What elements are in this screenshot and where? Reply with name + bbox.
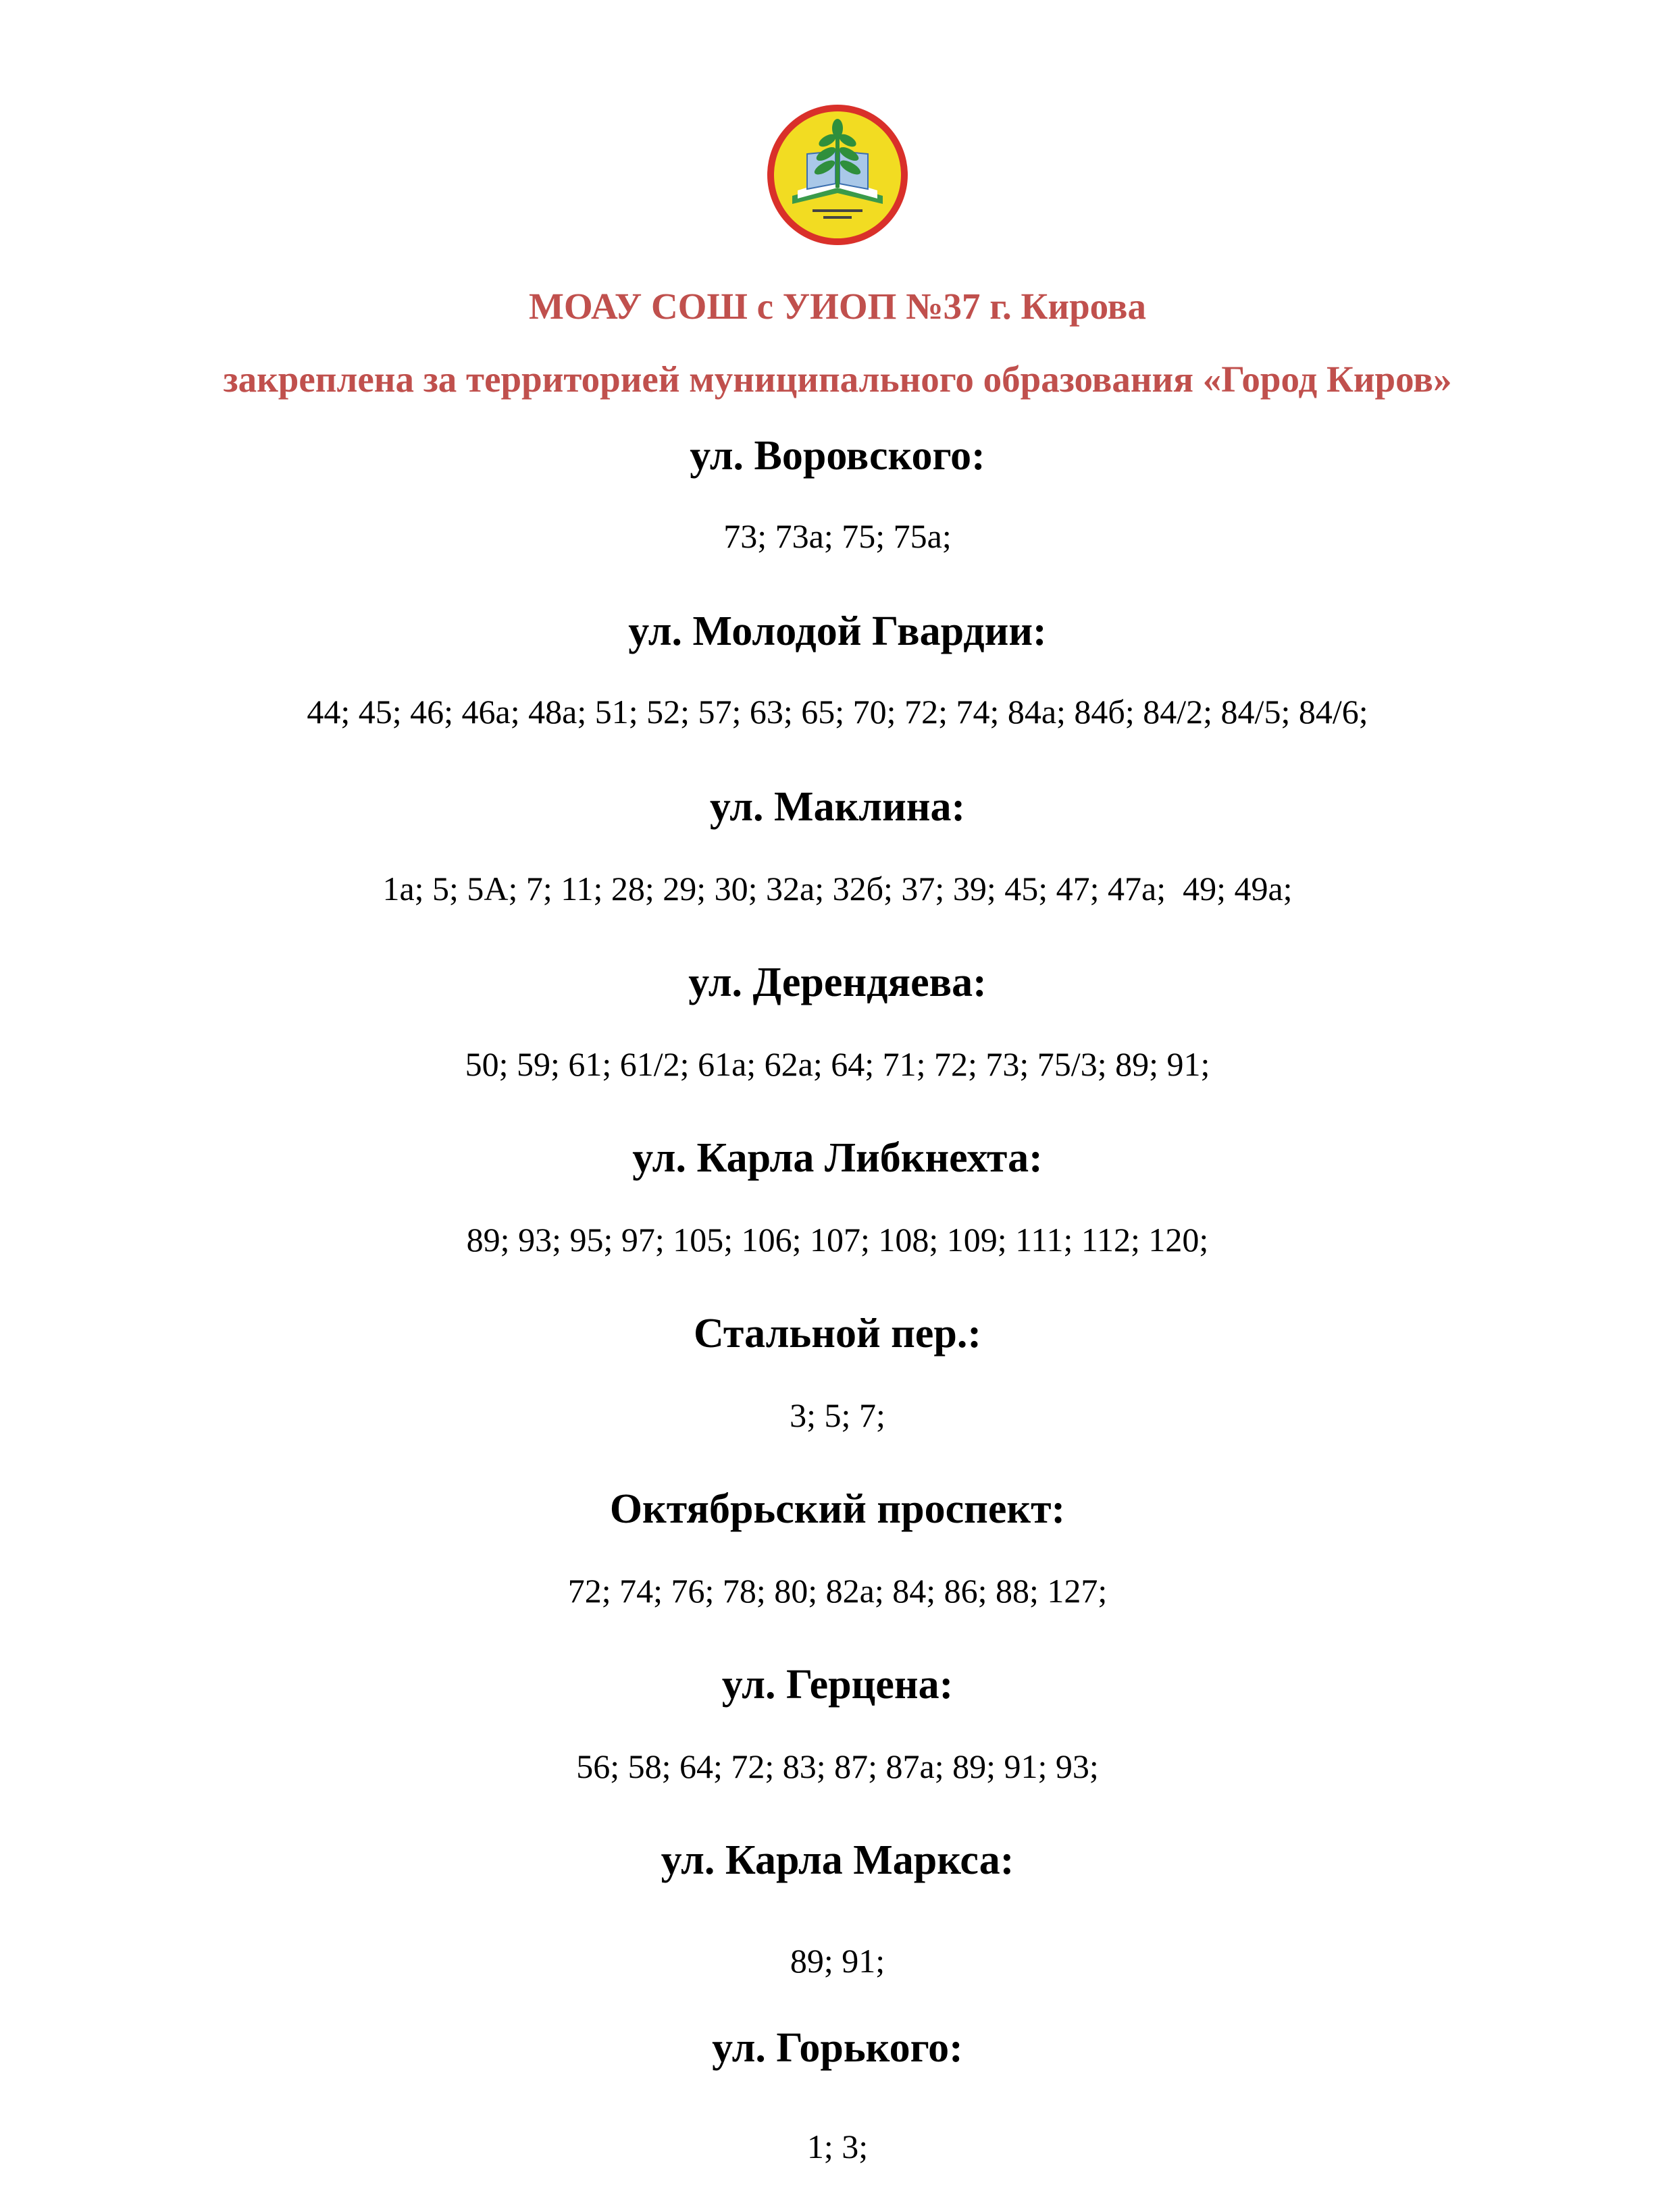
assignment-subheading: закреплена за территорией муниципального образования «Город Киров» <box>223 359 1452 400</box>
street-name: ул. Маклина: <box>709 784 966 830</box>
street-name: Октябрьский проспект: <box>609 1486 1066 1532</box>
street-name: ул. Воровского: <box>690 433 985 479</box>
house-numbers: 89; 91; <box>790 1942 885 1980</box>
house-numbers: 89; 93; 95; 97; 105; 106; 107; 108; 109; 111; 112; 120; <box>466 1221 1209 1259</box>
house-numbers: 44; 45; 46; 46а; 48а; 51; 52; 57; 63; 65; 70; 72; 74; 84а; 84б; 84/2; 84/5; 84/6; <box>307 693 1368 731</box>
house-numbers: 1а; 5; 5А; 7; 11; 28; 29; 30; 32а; 32б; 37; 39; 45; 47; 47а; 49; 49а; <box>382 870 1293 907</box>
street-name: ул. Карла Маркса: <box>661 1837 1014 1883</box>
school-name-heading: МОАУ СОШ с УИОП №37 г. Кирова <box>529 286 1146 327</box>
street-name: ул. Карла Либкнехта: <box>632 1135 1043 1181</box>
street-name: ул. Дерендяева: <box>688 959 987 1005</box>
house-numbers: 73; 73а; 75; 75а; <box>723 517 952 555</box>
street-name: ул. Горького: <box>712 2025 963 2071</box>
school-emblem-logo <box>765 103 910 247</box>
house-numbers: 50; 59; 61; 61/2; 61а; 62а; 64; 71; 72; 73; 75/3; 89; 91; <box>465 1045 1210 1083</box>
house-numbers: 56; 58; 64; 72; 83; 87; 87а; 89; 91; 93; <box>576 1747 1099 1785</box>
house-numbers: 1; 3; <box>806 2128 869 2165</box>
street-name: Стальной пер.: <box>693 1311 982 1357</box>
tree-book-icon <box>765 103 910 247</box>
street-name: ул. Герцена: <box>721 1662 954 1708</box>
street-name: ул. Молодой Гвардии: <box>628 608 1047 654</box>
house-numbers: 72; 74; 76; 78; 80; 82а; 84; 86; 88; 127; <box>567 1572 1108 1610</box>
house-numbers: 3; 5; 7; <box>790 1396 885 1434</box>
